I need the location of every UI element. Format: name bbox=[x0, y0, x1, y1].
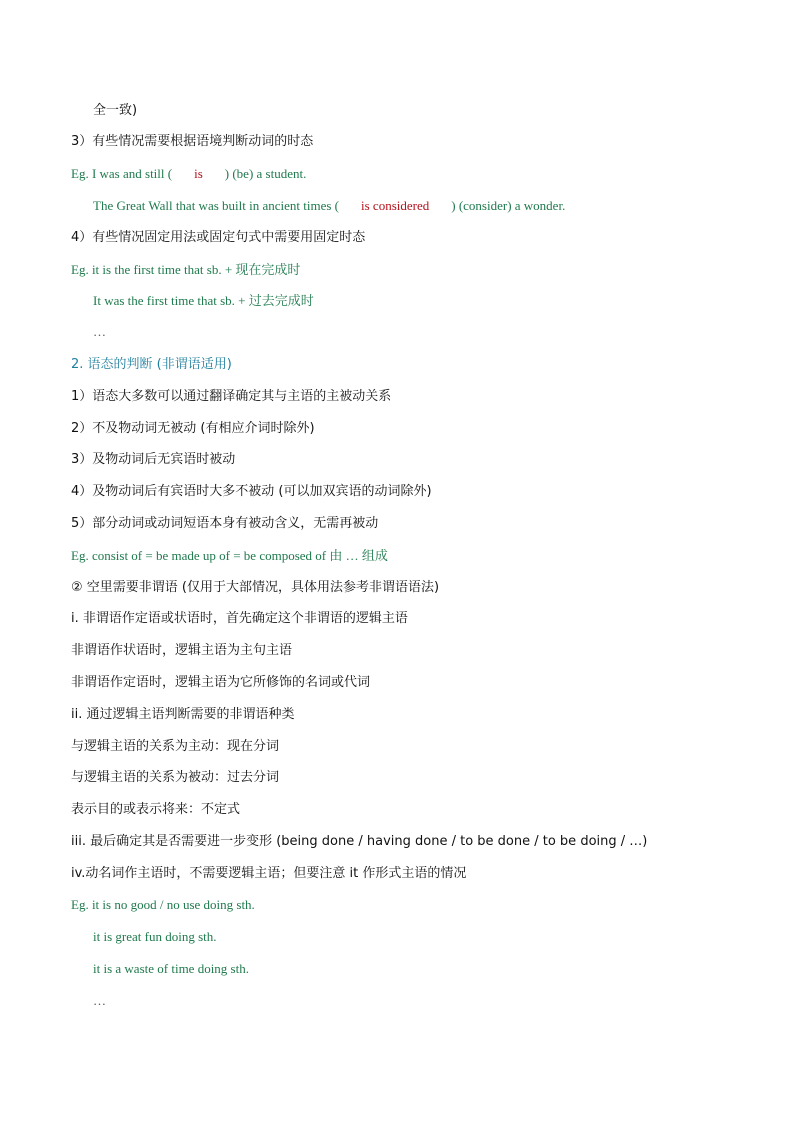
non-finite-step-iii: iii. 最后确定其是否需要进一步变形 (being done / having done / to be done / to be doing / …) bbox=[71, 834, 648, 849]
answer-is: is bbox=[194, 166, 203, 181]
example-no-good: Eg. it is no good / no use doing sth. bbox=[71, 897, 255, 912]
section-heading-voice: 2. 语态的判断 (非谓语适用) bbox=[71, 357, 232, 372]
voice-rule-3: 3）及物动词后无宾语时被动 bbox=[71, 452, 236, 467]
active-present-participle: 与逻辑主语的关系为主动：现在分词 bbox=[71, 739, 280, 754]
non-finite-adverbial: 非谓语作状语时，逻辑主语为主句主语 bbox=[71, 643, 293, 658]
answer-is-considered: is considered bbox=[361, 198, 430, 213]
example-first-time-past: It was the first time that sb. + 过去完成时 bbox=[93, 293, 314, 308]
voice-rule-2: 2）不及物动词无被动 (有相应介词时除外) bbox=[71, 421, 315, 436]
ellipsis-1: … bbox=[93, 324, 106, 339]
section-non-finite: ② 空里需要非谓语 (仅用于大部情况，具体用法参考非谓语语法) bbox=[71, 580, 440, 595]
ellipsis-2: … bbox=[93, 993, 106, 1008]
example-waste-of-time: it is a waste of time doing sth. bbox=[93, 961, 249, 976]
rule-3-tense-context: 3）有些情况需要根据语境判断动词的时态 bbox=[71, 134, 314, 149]
text-line-continuation: 全一致) bbox=[93, 103, 138, 118]
example-great-wall-suffix: ) (consider) a wonder. bbox=[451, 198, 566, 213]
rule-4-fixed-tense: 4）有些情况固定用法或固定句式中需要用固定时态 bbox=[71, 230, 366, 245]
non-finite-attributive: 非谓语作定语时，逻辑主语为它所修饰的名词或代词 bbox=[71, 675, 371, 690]
example-great-wall-prefix: The Great Wall that was built in ancient times ( bbox=[93, 198, 340, 213]
example-consist-of: Eg. consist of = be made up of = be composed of 由 … 组成 bbox=[71, 548, 388, 563]
non-finite-step-iv: iv.动名词作主语时，不需要逻辑主语；但要注意 it 作形式主语的情况 bbox=[71, 866, 467, 881]
non-finite-step-i: i. 非谓语作定语或状语时，首先确定这个非谓语的逻辑主语 bbox=[71, 611, 408, 626]
example-student-suffix: ) (be) a student. bbox=[224, 166, 307, 181]
example-first-time-present: Eg. it is the first time that sb. + 现在完成时 bbox=[71, 262, 301, 277]
passive-past-participle: 与逻辑主语的关系为被动：过去分词 bbox=[71, 770, 280, 785]
example-great-fun: it is great fun doing sth. bbox=[93, 929, 217, 944]
voice-rule-5: 5）部分动词或动词短语本身有被动含义，无需再被动 bbox=[71, 516, 379, 531]
example-great-wall bbox=[93, 195, 565, 217]
voice-rule-1: 1）语态大多数可以通过翻译确定其与主语的主被动关系 bbox=[71, 389, 392, 404]
voice-rule-4: 4）及物动词后有宾语时大多不被动 (可以加双宾语的动词除外) bbox=[71, 484, 432, 499]
purpose-infinitive: 表示目的或表示将来：不定式 bbox=[71, 802, 241, 817]
example-student bbox=[71, 163, 306, 185]
example-student-prefix: Eg. I was and still ( bbox=[71, 166, 173, 181]
non-finite-step-ii: ii. 通过逻辑主语判断需要的非谓语种类 bbox=[71, 707, 295, 722]
